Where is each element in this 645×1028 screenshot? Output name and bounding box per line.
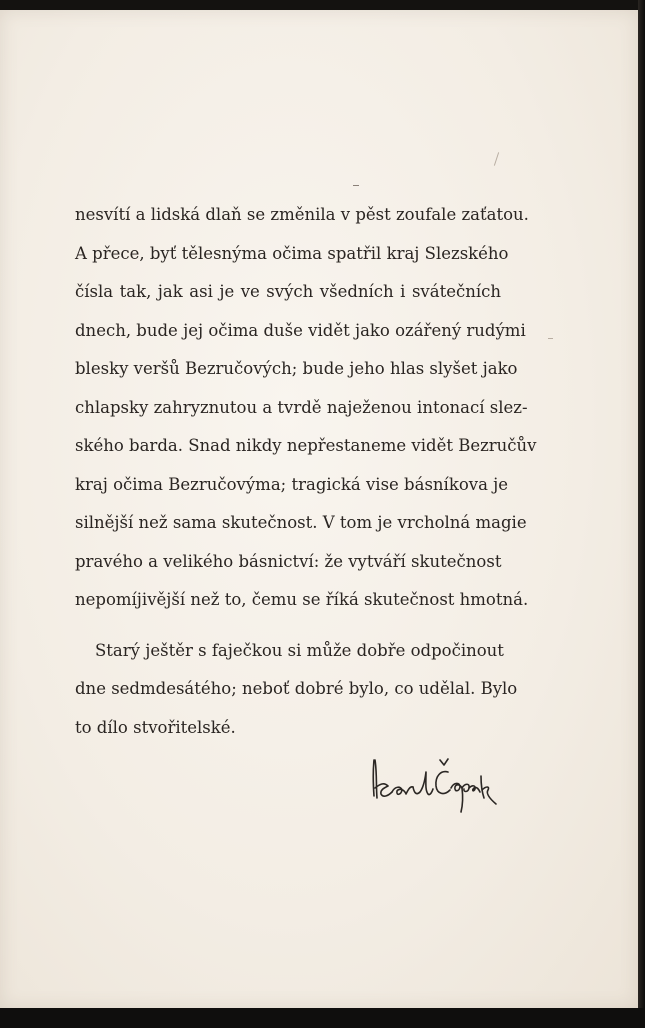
text-line: dne sedmdesátého; neboť dobré bylo, co udělal. Bylo [75, 679, 518, 698]
paragraph-gap [75, 620, 501, 632]
paper-mark-right-small [548, 338, 553, 339]
text-line: ského barda. Snad nikdy nepřestaneme vidět Bezručův [75, 436, 537, 455]
text-line: to dílo stvořitelské. [75, 717, 236, 737]
page-edge-bottom [0, 1008, 645, 1028]
text-line: nepomíjivější než to, čemu se říká skutečnost hmotná. [75, 590, 529, 609]
text-line: silnější než sama skutečnost. V tom je vrcholná magie [75, 513, 527, 532]
text-line: A přece, byť tělesnýma očima spatřil kraj Slezského [75, 243, 509, 263]
text-line: dnech, bude jej očima duše vidět jako ozářený rudými [75, 320, 526, 340]
text-line: nesvítí a lidská dlaň se změnila v pěst zoufale zaťatou. [75, 205, 529, 224]
text-line: čísla tak, jak asi je ve svých všedních i svátečních [75, 282, 501, 301]
signature-drawing [368, 752, 503, 822]
text-line: Starý ještěr s faječkou si může dobře odpočinout [95, 640, 504, 660]
paragraph-2 [75, 632, 518, 748]
paper-mark [353, 185, 359, 186]
text-line: pravého a velikého básnictví: že vytváří skutečnost [75, 551, 502, 571]
page-edge-right [638, 0, 645, 1028]
text-line: chlapsky zahryznutou a tvrdě naježenou intonací slez- [75, 397, 528, 417]
body-text [75, 196, 537, 747]
handwritten-signature [368, 752, 503, 822]
text-line: kraj očima Bezručovýma; tragická vise básníkova je [75, 474, 509, 494]
paragraph-1 [75, 196, 537, 620]
text-line: blesky veršů Bezručových; bude jeho hlas slyšet jako [75, 359, 518, 378]
